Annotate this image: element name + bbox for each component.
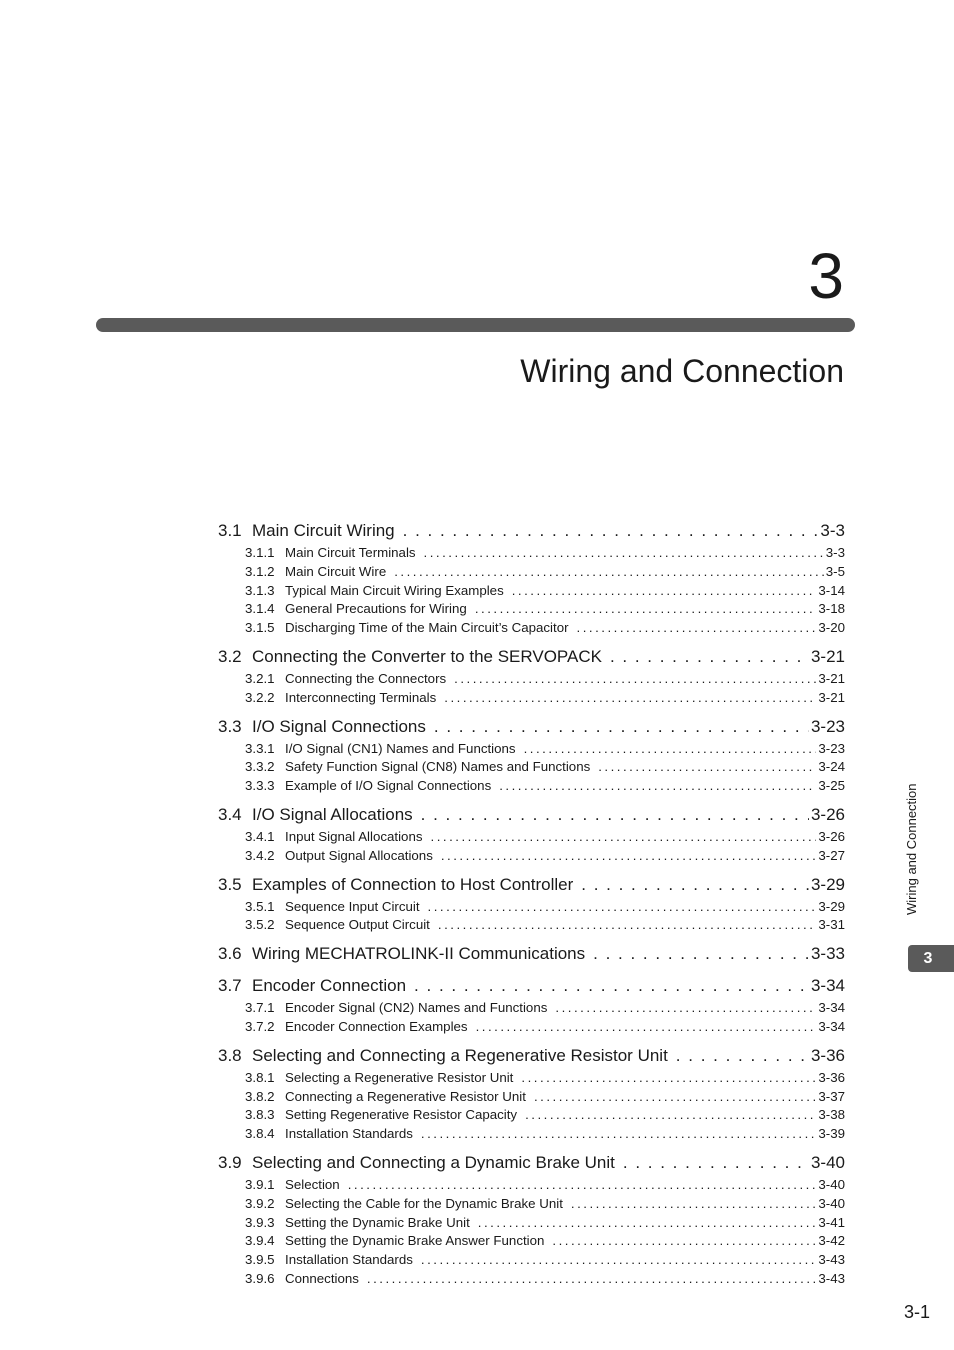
- toc-entry-page: 3-23: [818, 740, 845, 756]
- toc-entry-number: 3.8.1: [245, 1069, 275, 1085]
- toc-entry-number: 3.9.3: [245, 1214, 275, 1230]
- toc-subsection-entry[interactable]: [218, 777, 845, 796]
- toc-entry-title: Encoder Connection: [252, 976, 407, 996]
- toc-entry-number: 3.3.3: [245, 778, 275, 794]
- toc-entry-title: Main Circuit Terminals: [285, 545, 416, 560]
- toc-subsection-entry[interactable]: [218, 828, 845, 847]
- toc-section-entry[interactable]: [218, 643, 845, 670]
- toc-dot-leader: [610, 643, 809, 670]
- toc-entry-number: 3.9.1: [245, 1176, 275, 1192]
- side-tab-label: Wiring and Connection: [904, 783, 919, 915]
- toc-entry-number: 3.9: [218, 1152, 242, 1172]
- toc-subsection-entry[interactable]: [218, 619, 845, 638]
- toc-subsection-entry[interactable]: [218, 740, 845, 759]
- toc-dot-leader: [676, 1042, 809, 1069]
- toc-entry-number: 3.5: [218, 874, 242, 894]
- toc-subsection-entry[interactable]: [218, 1232, 845, 1251]
- toc-dot-leader: [454, 670, 816, 689]
- toc-entry-number: 3.3: [218, 716, 242, 736]
- toc-entry-page: 3-34: [818, 1000, 845, 1016]
- toc-entry-title: Sequence Input Circuit: [285, 898, 420, 914]
- toc-section: [218, 1042, 845, 1144]
- toc-entry-title: Example of I/O Signal Connections: [285, 778, 492, 794]
- toc-entry-title: Connecting the Connectors: [285, 670, 447, 686]
- toc-dot-leader: [476, 1018, 817, 1037]
- toc-section: [218, 1149, 845, 1289]
- toc-dot-leader: [441, 847, 817, 866]
- toc-entry-page: 3-38: [818, 1107, 845, 1123]
- toc-entry-number: 3.8.3: [245, 1107, 275, 1123]
- toc-section-entry[interactable]: [218, 972, 845, 999]
- toc-dot-leader: [403, 517, 819, 544]
- toc-entry-page: 3-40: [818, 1176, 845, 1192]
- toc-entry-title: Installation Standards: [285, 1126, 413, 1142]
- toc-entry-page: 3-24: [818, 759, 845, 775]
- toc-dot-leader: [577, 619, 817, 638]
- chapter-number: 3: [808, 240, 844, 312]
- toc-entry-page: 3-42: [818, 1233, 845, 1249]
- toc-entry-title: Encoder Signal (CN2) Names and Functions: [285, 1000, 548, 1016]
- toc-entry-page: 3-34: [818, 1018, 845, 1034]
- toc-entry-title: Wiring MECHATROLINK-II Communications: [252, 944, 586, 964]
- toc-entry-page: 3-18: [818, 601, 845, 617]
- toc-entry-title: Encoder Connection Examples: [285, 1018, 468, 1034]
- toc-entry-number: 3.1: [218, 521, 242, 540]
- toc-dot-leader: [555, 999, 816, 1018]
- toc-entry-page: 3-26: [818, 828, 845, 844]
- toc-entry-page: 3-27: [818, 847, 845, 863]
- toc-entry-title: Setting the Dynamic Brake Answer Function: [285, 1233, 545, 1249]
- toc-dot-leader: [348, 1176, 817, 1195]
- toc-entry-page: 3-31: [818, 917, 845, 933]
- toc-section-entry[interactable]: [218, 940, 845, 967]
- toc-entry-number: 3.1.4: [245, 601, 275, 617]
- toc-entry-title: Main Circuit Wire: [285, 563, 387, 579]
- toc-entry-number: 3.5.1: [245, 898, 275, 914]
- toc-entry-page: 3-21: [818, 670, 845, 686]
- toc-entry-title: I/O Signal Allocations: [252, 804, 413, 824]
- toc-entry-number: 3.7.1: [245, 1000, 275, 1016]
- toc-entry-title: I/O Signal Connections: [252, 716, 426, 736]
- toc-entry-page: 3-34: [810, 976, 845, 996]
- toc-entry-number: 3.4.2: [245, 847, 275, 863]
- toc-entry-title: Selecting a Regenerative Resistor Unit: [285, 1069, 514, 1085]
- toc-entry-number: 3.4: [218, 804, 242, 824]
- toc-entry-page: 3-39: [818, 1126, 845, 1142]
- toc-entry-number: 3.7.2: [245, 1018, 275, 1034]
- toc-entry-number: 3.9.6: [245, 1270, 275, 1286]
- toc-section-entry[interactable]: [218, 1042, 845, 1069]
- chapter-divider-bar: [96, 318, 855, 332]
- toc-entry-number: 3.1.2: [245, 563, 275, 579]
- toc-entry-title: Examples of Connection to Host Controller: [252, 874, 574, 894]
- toc-subsection-entry[interactable]: [218, 600, 845, 619]
- toc-entry-page: 3-36: [810, 1045, 845, 1065]
- toc-entry-title: Output Signal Allocations: [285, 847, 433, 863]
- toc-subsection-entry[interactable]: [218, 847, 845, 866]
- toc-dot-leader: [534, 1088, 816, 1107]
- toc-entry-page: 3-21: [810, 646, 845, 666]
- toc-entry-number: 3.9.5: [245, 1252, 275, 1268]
- toc-dot-leader: [394, 563, 824, 582]
- toc-subsection-entry[interactable]: [218, 1018, 845, 1037]
- toc-dot-leader: [525, 1106, 816, 1125]
- toc-subsection-entry[interactable]: [218, 999, 845, 1018]
- toc-entry-page: 3-29: [818, 898, 845, 914]
- toc-entry-number: 3.2.2: [245, 689, 275, 705]
- toc-entry-page: 3-3: [825, 545, 845, 560]
- toc-entry-title: Interconnecting Terminals: [285, 689, 437, 705]
- toc-entry-page: 3-23: [810, 716, 845, 736]
- toc-entry-title: Safety Function Signal (CN8) Names and Functions: [285, 759, 591, 775]
- toc-entry-number: 3.2.1: [245, 670, 275, 686]
- toc-dot-leader: [424, 544, 824, 563]
- toc-entry-page: 3-20: [818, 620, 845, 636]
- toc-dot-leader: [414, 972, 809, 999]
- toc-dot-leader: [524, 740, 817, 759]
- toc-entry-number: 3.4.1: [245, 828, 275, 844]
- page-number: 3-1: [903, 1302, 930, 1322]
- toc-entry-page: 3-3: [820, 521, 845, 540]
- toc-subsection-entry[interactable]: [218, 1214, 845, 1233]
- toc-section-entry[interactable]: [218, 713, 845, 740]
- toc-entry-title: General Precautions for Wiring: [285, 601, 467, 617]
- toc-entry-page: 3-41: [818, 1214, 845, 1230]
- toc-subsection-entry[interactable]: [218, 1176, 845, 1195]
- toc-entry-number: 3.8.4: [245, 1126, 275, 1142]
- table-of-contents: [218, 517, 845, 1294]
- toc-dot-leader: [478, 1214, 817, 1233]
- toc-dot-leader: [421, 1125, 816, 1144]
- toc-section: [218, 801, 845, 866]
- toc-entry-number: 3.3.1: [245, 740, 275, 756]
- toc-entry-page: 3-40: [810, 1152, 845, 1172]
- toc-section: [218, 940, 845, 967]
- toc-dot-leader: [421, 1251, 816, 1270]
- toc-entry-title: Selecting and Connecting a Regenerative Resistor Unit: [252, 1045, 668, 1065]
- toc-entry-page: 3-43: [818, 1252, 845, 1268]
- side-tab-chapter-number: 3: [908, 945, 954, 972]
- toc-section-entry[interactable]: [218, 871, 845, 898]
- toc-entry-page: 3-40: [818, 1195, 845, 1211]
- toc-dot-leader: [552, 1232, 816, 1251]
- toc-entry-page: 3-29: [810, 874, 845, 894]
- toc-entry-title: Installation Standards: [285, 1252, 413, 1268]
- toc-entry-number: 3.1.1: [245, 545, 275, 560]
- chapter-title: Wiring and Connection: [520, 353, 844, 389]
- toc-section-entry[interactable]: [218, 517, 845, 544]
- toc-entry-title: Selection: [285, 1176, 340, 1192]
- toc-dot-leader: [598, 758, 816, 777]
- toc-entry-page: 3-21: [818, 689, 845, 705]
- toc-entry-number: 3.9.2: [245, 1195, 275, 1211]
- toc-dot-leader: [499, 777, 816, 796]
- toc-entry-number: 3.1.5: [245, 620, 275, 636]
- toc-entry-page: 3-5: [825, 563, 845, 579]
- toc-subsection-entry[interactable]: [218, 582, 845, 601]
- toc-subsection-entry[interactable]: [218, 1125, 845, 1144]
- toc-dot-leader: [571, 1195, 816, 1214]
- toc-entry-page: 3-36: [818, 1069, 845, 1085]
- toc-subsection-entry[interactable]: [218, 1069, 845, 1088]
- toc-dot-leader: [623, 1149, 809, 1176]
- toc-section-entry[interactable]: [218, 1149, 845, 1176]
- toc-entry-page: 3-14: [818, 582, 845, 598]
- toc-subsection-entry[interactable]: [218, 1251, 845, 1270]
- toc-dot-leader: [581, 871, 809, 898]
- toc-entry-title: Connections: [285, 1270, 359, 1286]
- toc-entry-number: 3.1.3: [245, 582, 275, 598]
- toc-dot-leader: [431, 828, 817, 847]
- toc-subsection-entry[interactable]: [218, 1106, 845, 1125]
- toc-subsection-entry[interactable]: [218, 1195, 845, 1214]
- toc-entry-title: Setting Regenerative Resistor Capacity: [285, 1107, 518, 1123]
- toc-entry-title: Connecting a Regenerative Resistor Unit: [285, 1088, 526, 1104]
- toc-entry-number: 3.9.4: [245, 1233, 275, 1249]
- toc-subsection-entry[interactable]: [218, 1088, 845, 1107]
- toc-entry-number: 3.2: [218, 646, 242, 666]
- toc-entry-title: Connecting the Converter to the SERVOPACK: [252, 646, 602, 666]
- toc-subsection-entry[interactable]: [218, 1270, 845, 1289]
- toc-entry-number: 3.5.2: [245, 917, 275, 933]
- toc-section: [218, 972, 845, 1037]
- toc-subsection-entry[interactable]: [218, 563, 845, 582]
- toc-dot-leader: [367, 1270, 816, 1289]
- toc-dot-leader: [444, 689, 816, 708]
- toc-entry-page: 3-33: [810, 944, 845, 964]
- toc-section: [218, 643, 845, 708]
- toc-entry-number: 3.8.2: [245, 1088, 275, 1104]
- toc-entry-title: Sequence Output Circuit: [285, 917, 430, 933]
- toc-subsection-entry[interactable]: [218, 916, 845, 935]
- toc-dot-leader: [521, 1069, 816, 1088]
- toc-entry-title: Setting the Dynamic Brake Unit: [285, 1214, 470, 1230]
- toc-subsection-entry[interactable]: [218, 689, 845, 708]
- toc-section: [218, 871, 845, 936]
- toc-entry-title: Typical Main Circuit Wiring Examples: [285, 582, 504, 598]
- toc-dot-leader: [512, 582, 817, 601]
- toc-subsection-entry[interactable]: [218, 670, 845, 689]
- toc-dot-leader: [475, 600, 817, 619]
- toc-section: [218, 517, 845, 638]
- toc-entry-title: Selecting the Cable for the Dynamic Brake Unit: [285, 1195, 563, 1211]
- toc-entry-number: 3.3.2: [245, 759, 275, 775]
- toc-dot-leader: [428, 898, 817, 917]
- toc-dot-leader: [421, 801, 809, 828]
- toc-entry-number: 3.7: [218, 976, 242, 996]
- toc-entry-number: 3.6: [218, 944, 242, 964]
- toc-entry-page: 3-26: [810, 804, 845, 824]
- toc-entry-title: Selecting and Connecting a Dynamic Brake Unit: [252, 1152, 615, 1172]
- toc-dot-leader: [438, 916, 817, 935]
- toc-subsection-entry[interactable]: [218, 544, 845, 563]
- toc-entry-page: 3-25: [818, 778, 845, 794]
- toc-subsection-entry[interactable]: [218, 758, 845, 777]
- toc-section-entry[interactable]: [218, 801, 845, 828]
- toc-section: [218, 713, 845, 796]
- toc-entry-title: Main Circuit Wiring: [252, 521, 395, 540]
- toc-entry-title: I/O Signal (CN1) Names and Functions: [285, 740, 516, 756]
- toc-entry-title: Input Signal Allocations: [285, 828, 423, 844]
- toc-entry-title: Discharging Time of the Main Circuit’s Capacitor: [285, 620, 569, 636]
- toc-entry-page: 3-43: [818, 1270, 845, 1286]
- toc-entry-page: 3-37: [818, 1088, 845, 1104]
- toc-dot-leader: [434, 713, 809, 740]
- toc-dot-leader: [593, 940, 809, 967]
- toc-subsection-entry[interactable]: [218, 898, 845, 917]
- toc-entry-number: 3.8: [218, 1045, 242, 1065]
